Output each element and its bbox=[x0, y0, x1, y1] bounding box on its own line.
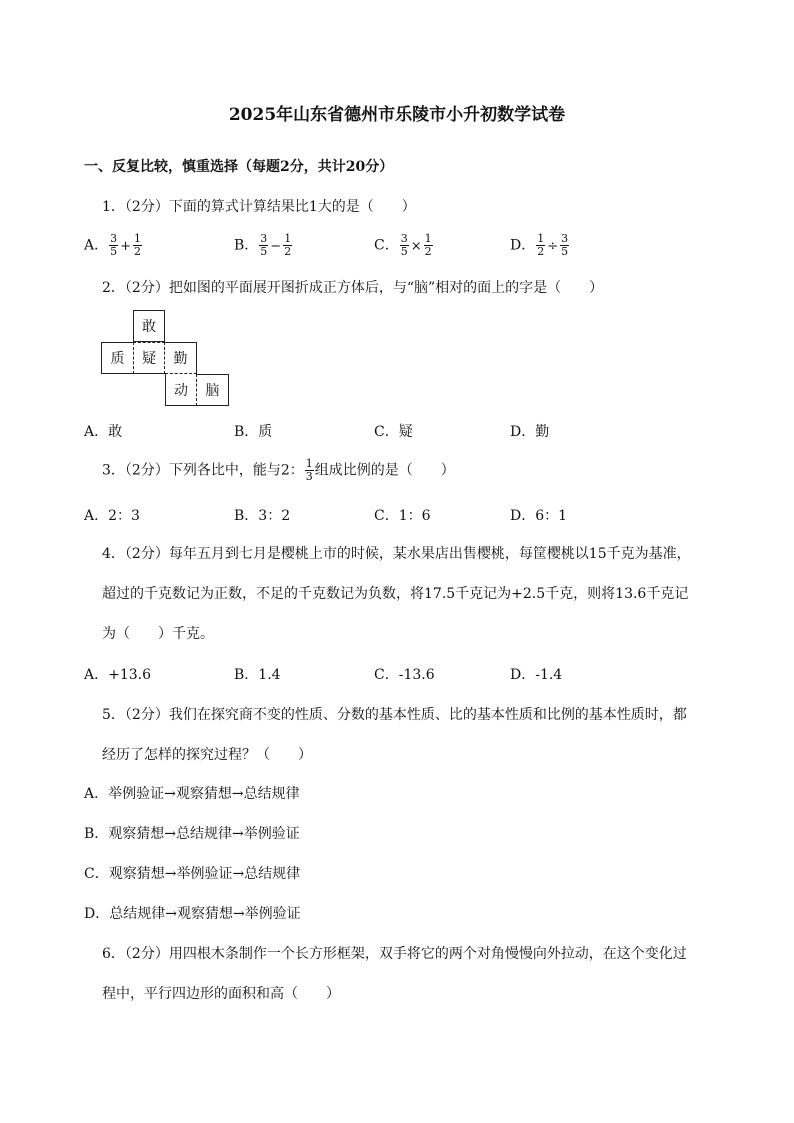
question-4-line-3: 为（ ）千克。 bbox=[102, 626, 214, 642]
net-face-zhi: 质 bbox=[101, 342, 133, 374]
fraction: $\frac{3}{5}$ bbox=[110, 232, 118, 258]
question-3-stem bbox=[102, 458, 455, 483]
q1-option-d bbox=[510, 233, 570, 258]
q5-option-b: B．观察猜想→总结规律→举例验证 bbox=[84, 826, 300, 842]
operator: − bbox=[270, 238, 282, 254]
q3-option-d: D．6：1 bbox=[510, 508, 568, 524]
operator: × bbox=[410, 238, 422, 254]
q4-option-a: A．+13.6 bbox=[84, 667, 152, 683]
q2-option-d: D．勤 bbox=[510, 424, 550, 440]
q4-option-d: D．-1.4 bbox=[510, 667, 563, 683]
question-5-line-2: 经历了怎样的探究过程？（ ） bbox=[102, 747, 312, 763]
net-face-yi: 疑 bbox=[133, 342, 165, 374]
page-title: 2025年山东省德州市乐陵市小升初数学试卷 bbox=[228, 105, 566, 125]
question-6-line-1: 6．（2分）用四根木条制作一个长方形框架，双手将它的两个对角慢慢向外拉动，在这个变化过 bbox=[102, 946, 687, 962]
question-4-line-1: 4．（2分）每年五月到七月是樱桃上市的时候，某水果店出售樱桃，每筐樱桃以15千克为基准， bbox=[102, 546, 691, 562]
fraction: $\frac{1}{2}$ bbox=[284, 232, 292, 258]
question-6-line-2: 程中，平行四边形的面积和高（ ） bbox=[102, 986, 340, 1002]
q1-option-b bbox=[234, 233, 293, 258]
fraction: $\frac{1}{2}$ bbox=[424, 232, 432, 258]
fraction: $\frac{1}{2}$ bbox=[537, 232, 545, 258]
operator: + bbox=[120, 238, 132, 254]
q1-option-c bbox=[374, 233, 434, 258]
q2-option-c: C．疑 bbox=[374, 424, 413, 440]
q4-option-c: C．-13.6 bbox=[374, 667, 435, 683]
fraction: $\frac{3}{5}$ bbox=[400, 232, 408, 258]
q4-option-b: B．1.4 bbox=[234, 667, 281, 683]
q5-option-c: C．观察猜想→举例验证→总结规律 bbox=[84, 866, 301, 882]
q2-option-b: B．质 bbox=[234, 424, 273, 440]
net-face-qin: 勤 bbox=[165, 342, 197, 374]
operator: ÷ bbox=[547, 238, 559, 254]
fraction: $\frac{3}{5}$ bbox=[561, 232, 569, 258]
q3-option-b: B．3：2 bbox=[234, 508, 291, 524]
fraction: $\frac{1}{3}$ bbox=[305, 457, 313, 483]
option-letter: A． bbox=[84, 237, 109, 254]
option-letter: C． bbox=[374, 237, 399, 254]
q5-option-d: D．总结规律→观察猜想→举例验证 bbox=[84, 906, 301, 922]
question-4-line-2: 超过的千克数记为正数，不足的千克数记为负数，将17.5千克记为+2.5千克，则将13.6千克记 bbox=[102, 586, 689, 602]
question-5-line-1: 5．（2分）我们在探究商不变的性质、分数的基本性质、比的基本性质和比例的基本性质时，都 bbox=[102, 707, 687, 723]
question-3-stem-a: 3．（2分）下列各比中，能与2： bbox=[102, 462, 304, 479]
net-face-gan: 敢 bbox=[133, 310, 165, 342]
option-letter: D． bbox=[510, 237, 536, 254]
question-2-stem: 2．（2分）把如图的平面展开图折成正方体后，与“脑”相对的面上的字是（ ） bbox=[102, 280, 604, 296]
fraction: $\frac{3}{5}$ bbox=[260, 232, 268, 258]
option-letter: B． bbox=[234, 237, 259, 254]
fraction: $\frac{1}{2}$ bbox=[134, 232, 142, 258]
q3-option-a: A．2：3 bbox=[84, 508, 140, 524]
question-1-stem: 1．（2分）下面的算式计算结果比1大的是（ ） bbox=[102, 199, 416, 215]
question-3-stem-b: 组成比例的是（ ） bbox=[314, 462, 455, 479]
cube-net-figure bbox=[101, 310, 231, 408]
q2-option-a: A．敢 bbox=[84, 424, 123, 440]
q5-option-a: A．举例验证→观察猜想→总结规律 bbox=[84, 786, 300, 802]
net-face-nao: 脑 bbox=[197, 374, 229, 406]
q1-option-a bbox=[84, 233, 143, 258]
net-face-dong: 动 bbox=[165, 374, 197, 406]
section-heading: 一、反复比较，慎重选择（每题2分，共计20分） bbox=[84, 159, 394, 175]
q3-option-c: C．1：6 bbox=[374, 508, 431, 524]
